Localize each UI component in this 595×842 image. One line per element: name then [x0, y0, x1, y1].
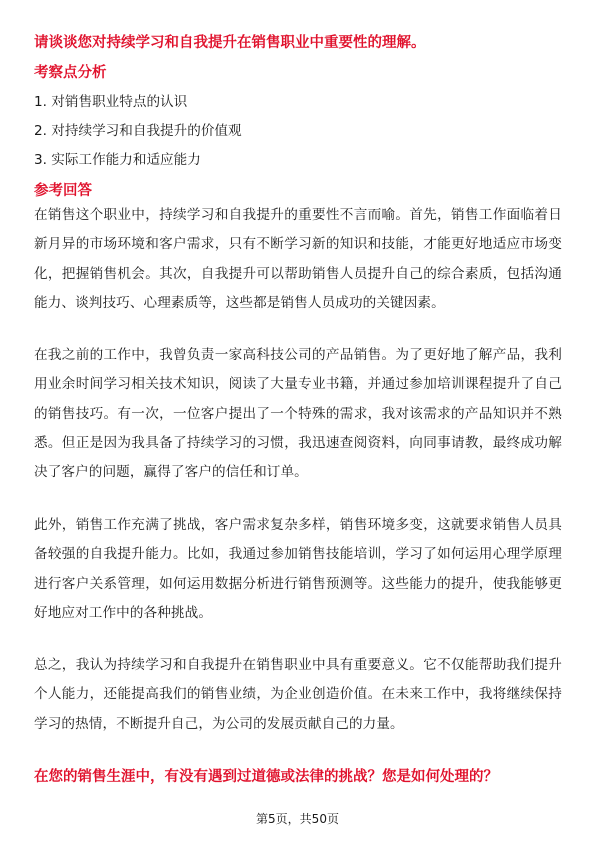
answer-paragraph: 在销售这个职业中，持续学习和自我提升的重要性不言而喻。首先，销售工作面临着日新月异的市场环境和客户需求，只有不断学习新的知识和技能，才能更好地适应市场变化，把握销售机会。其次，自我提升可以帮助销售人员提升自己的综合素质，包括沟通能力、谈判技巧、心理素质等，这些都是销售人员成功的关键因素。	[34, 207, 562, 311]
answer-paragraph: 此外，销售工作充满了挑战，客户需求复杂多样，销售环境多变，这就要求销售人员具备较强的自我提升能力。比如，我通过参加销售技能培训，学习了如何运用心理学原理进行客户关系管理，如何运用数据分析进行销售预测等。这些能力的提升，使我能够更好地应对工作中的各种挑战。	[34, 517, 562, 621]
analysis-point: 2. 对持续学习和自我提升的价值观	[34, 123, 242, 139]
next-question-title: 在您的销售生涯中，有没有遇到过道德或法律的挑战？您是如何处理的？	[34, 769, 498, 785]
analysis-point: 1. 对销售职业特点的认识	[34, 94, 188, 110]
analysis-point: 3. 实际工作能力和适应能力	[34, 152, 201, 168]
analysis-heading: 考察点分析	[34, 65, 107, 81]
page-number: 第5页，共50页	[256, 812, 339, 826]
answer-paragraph: 总之，我认为持续学习和自我提升在销售职业中具有重要意义。它不仅能帮助我们提升个人能力，还能提高我们的销售业绩，为企业创造价值。在未来工作中，我将继续保持学习的热情，不断提升自己，为公司的发展贡献自己的力量。	[34, 657, 562, 732]
question-title: 请谈谈您对持续学习和自我提升在销售职业中重要性的理解。	[34, 35, 426, 51]
answer-heading: 参考回答	[34, 183, 92, 199]
answer-paragraph: 在我之前的工作中，我曾负责一家高科技公司的产品销售。为了更好地了解产品，我利用业余时间学习相关技术知识，阅读了大量专业书籍，并通过参加培训课程提升了自己的销售技巧。有一次，一位客户提出了一个特殊的需求，我对该需求的产品知识并不熟悉。但正是因为我具备了持续学习的习惯，我迅速查阅资料，向同事请教，最终成功解决了客户的问题，赢得了客户的信任和订单。	[34, 347, 562, 481]
